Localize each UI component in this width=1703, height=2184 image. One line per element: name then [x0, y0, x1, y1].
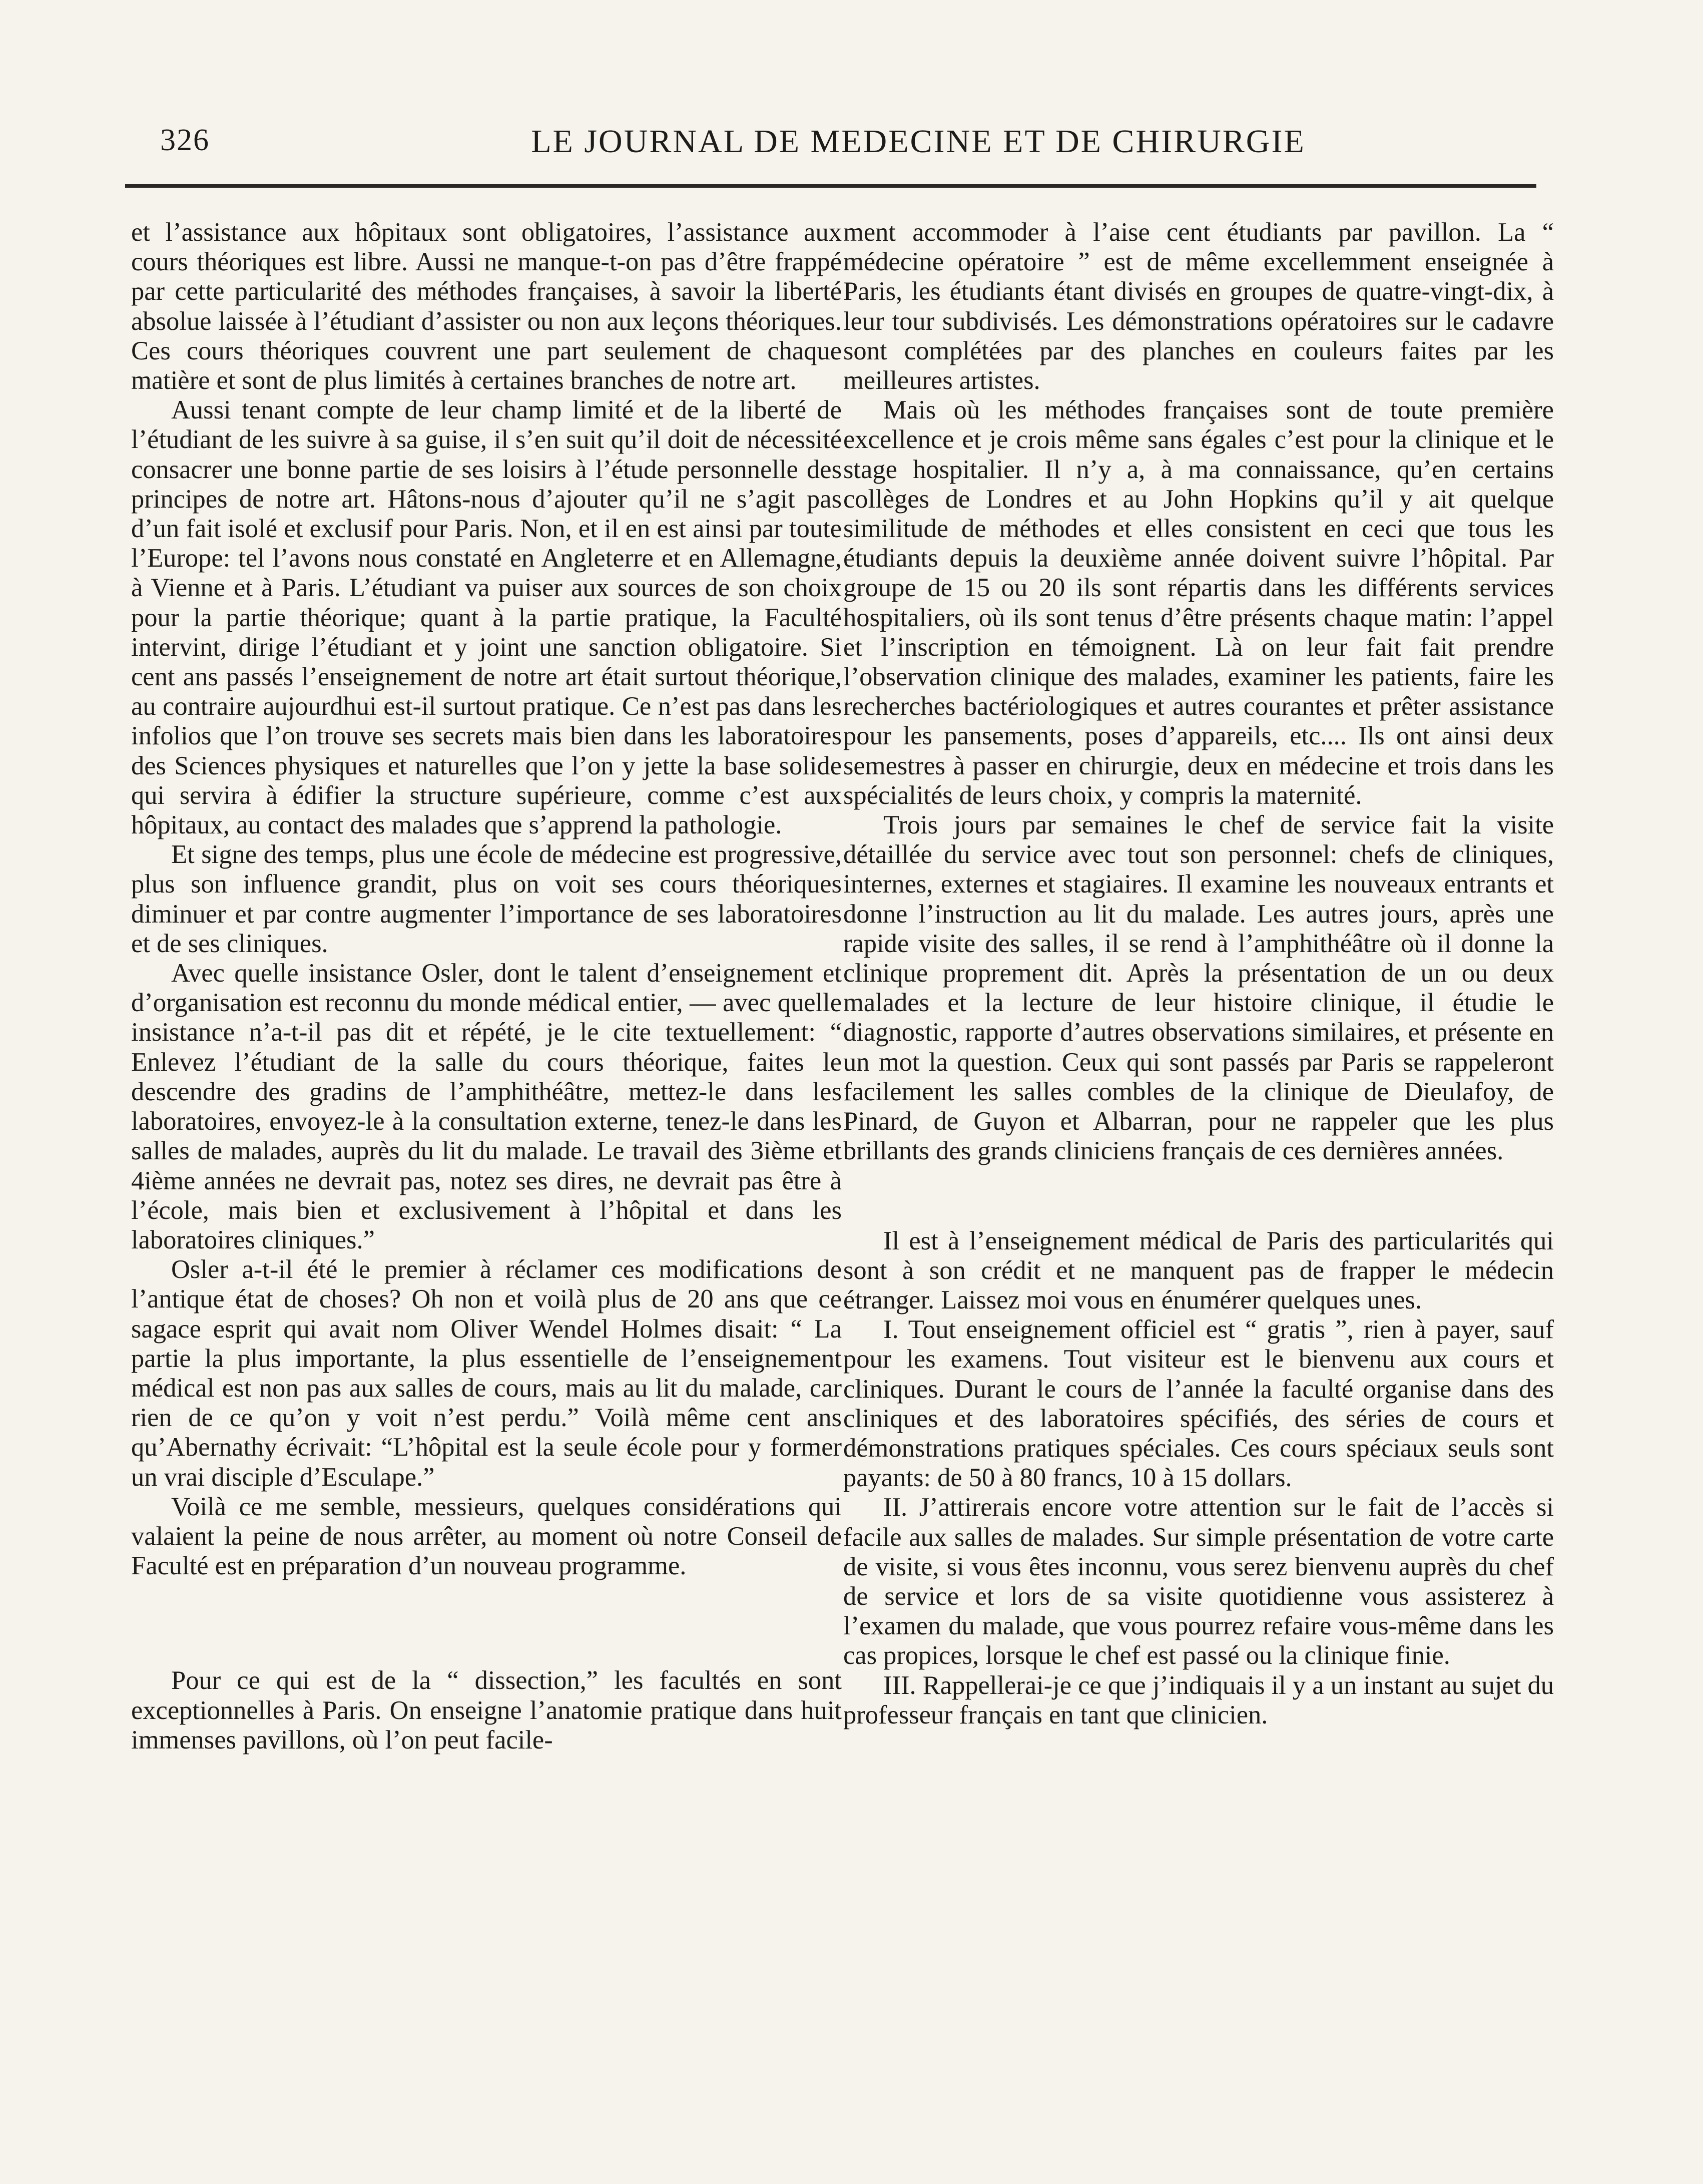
section-gap — [131, 1581, 842, 1666]
paragraph: II. J’attirerais encore votre attention sur le fait de l’accès si facile aux salles de malades. Sur simple présentation de votre carte de visite, si vous êtes inconnu, vous serez bienvenu auprès du chef de service et lors de sa visite quotidienne vous assisterez à l’examen du malade, que vous pourrez refaire vous-même dans les cas propices, lorsque le chef est passé ou la clinique finie. — [843, 1493, 1554, 1670]
paragraph: Pour ce qui est de la “ dissection,” les facultés en sont exceptionnelles à Paris. On enseigne l’anatomie pratique dans huit immenses pavillons, où l’on peut facile- — [131, 1666, 842, 1755]
header-rule — [125, 184, 1536, 188]
paragraph: Il est à l’enseignement médical de Paris des particularités qui sont à son crédit et ne manquent pas de frapper le médecin étranger. Laissez moi vous en énumérer quelques unes. — [843, 1226, 1554, 1315]
paragraph: Osler a-t-il été le premier à réclamer ces modifications de l’antique état de choses? Oh non et voilà plus de 20 ans que ce sagace esprit qui avait nom Oliver Wendel Holmes disait: “ La partie la plus importante, la plus essentielle de l’enseignement médical est non pas aux salles de cours, mais au lit du malade, car rien de ce qu’on y voit n’est perdu.” Voilà même cent ans qu’Abernathy écrivait: “L’hôpital est la seule école pour y former un vrai disciple d’Esculape.” — [131, 1255, 842, 1492]
page-header — [160, 123, 1546, 183]
paragraph: Trois jours par semaines le chef de service fait la visite détaillée du service avec tout son personnel: chefs de cliniques, internes, externes et stagiaires. Il examine les nouveaux entrants et donne l’instruction au lit du malade. Les autres jours, après une rapide visite des salles, il se rend à l’amphithéâtre où il donne la clinique proprement dit. Après la présentation de un ou deux malades et la lecture de leur histoire clinique, il étudie le diagnostic, rapporte d’autres observations similaires, et présente en un mot la question. Ceux qui sont passés par Paris se rappeleront facilement les salles combles de la clinique de Dieulafoy, de Pinard, de Guyon et Albarran, pour ne rappeler que les plus brillants des grands cliniciens français de ces dernières années. — [843, 810, 1554, 1166]
paragraph: Voilà ce me semble, messieurs, quelques considérations qui valaient la peine de nous arrêter, au moment où notre Conseil de Faculté est en préparation d’un nouveau programme. — [131, 1492, 842, 1581]
paragraph: Aussi tenant compte de leur champ limité et de la liberté de l’étudiant de les suivre à sa guise, il s’en suit qu’il doit de nécessité consacrer une bonne partie de ses loisirs à l’étude personnelle des principes de notre art. Hâtons-nous d’ajouter qu’il ne s’agit pas d’un fait isolé et exclusif pour Paris. Non, et il en est ainsi par toute l’Europe: tel l’avons nous constaté en Angleterre et en Allemagne, à Vienne et à Paris. L’étudiant va puiser aux sources de son choix pour la partie théorique; quant à la partie pratique, la Faculté intervint, dirige l’étudiant et y joint une sanction obligatoire. Si cent ans passés l’enseignement de notre art était surtout théorique, au contraire aujourdhui est-il surtout pratique. Ce n’est pas dans les infolios que l’on trouve ses secrets mais bien dans les laboratoires des Sciences physiques et naturelles que l’on y jette la base solide qui servira à édifier la structure supérieure, comme c’est aux hôpitaux, au contact des malades que s’apprend la pathologie. — [131, 395, 842, 840]
running-title: LE JOURNAL DE MEDECINE ET DE CHIRURGIE — [531, 123, 1306, 160]
paragraph: Mais où les méthodes françaises sont de toute première excellence et je crois même sans égales c’est pour la clinique et le stage hospitalier. Il n’y a, à ma connaissance, qu’en certains collèges de Londres et au John Hopkins qu’il y ait quelque similitude de méthodes et elles consistent en ceci que tous les étudiants depuis la deuxième année doivent suivre l’hôpital. Par groupe de 15 ou 20 ils sont répartis dans les différents services hospitaliers, où ils sont tenus d’être présents chaque matin: l’appel et l’inscription en témoignent. Là on leur fait fait prendre l’observation clinique des malades, examiner les patients, faire les recherches bactériologiques et autres courantes et prêter assistance pour les pansements, poses d’appareils, etc.... Ils ont ainsi deux semestres à passer en chirurgie, deux en médecine et trois dans les spécialités de leurs choix, y compris la maternité. — [843, 395, 1554, 810]
paragraph: ment accommoder à l’aise cent étudiants par pavillon. La “ médecine opératoire ” est de même excellemment enseignée à Paris, les étudiants étant divisés en groupes de quatre-vingt-dix, à leur tour subdivisés. Les démonstrations opératoires sur le cadavre sont complétées par des planches en couleurs faites par les meilleures artistes. — [843, 218, 1554, 395]
left-column — [131, 218, 842, 1755]
paragraph: I. Tout enseignement officiel est “ gratis ”, rien à payer, sauf pour les examens. Tout visiteur est le bienvenu aux cours et cliniques. Durant le cours de l’année la faculté organise dans des cliniques et des laboratoires spécifiés, des séries de cours et démonstrations pratiques spéciales. Ces cours spéciaux seuls sont payants: de 50 à 80 francs, 10 à 15 dollars. — [843, 1315, 1554, 1493]
right-column — [843, 218, 1554, 1730]
paragraph: Et signe des temps, plus une école de médecine est progressive, plus son influence grandit, plus on voit ses cours théoriques diminuer et par contre augmenter l’importance de ses laboratoires et de ses cliniques. — [131, 840, 842, 958]
section-gap — [843, 1166, 1554, 1226]
paragraph: Avec quelle insistance Osler, dont le talent d’enseignement et d’organisation est reconnu du monde médical entier, — avec quelle insistance n’a-t-il pas dit et répété, je le cite textuellement: “ Enlevez l’étudiant de la salle du cours théorique, faites le descendre des gradins de l’amphithéâtre, mettez-le dans les laboratoires, envoyez-le à la consultation externe, tenez-le dans les salles de malades, auprès du lit du malade. Le travail des 3ième et 4ième années ne devrait pas, notez ses dires, ne devrait pas être à l’école, mais bien et exclusivement à l’hôpital et dans les laboratoires cliniques.” — [131, 959, 842, 1254]
paragraph: et l’assistance aux hôpitaux sont obligatoires, l’assistance aux cours théoriques est libre. Aussi ne manque-t-on pas d’être frappé par cette particularité des méthodes françaises, à savoir la liberté absolue laissée à l’étudiant d’assister ou non aux leçons théoriques. Ces cours théoriques couvrent une part seulement de chaque matière et sont de plus limités à certaines branches de notre art. — [131, 218, 842, 395]
page-number: 326 — [160, 123, 210, 157]
paragraph: III. Rappellerai-je ce que j’indiquais il y a un instant au sujet du professeur français en tant que clinicien. — [843, 1670, 1554, 1729]
